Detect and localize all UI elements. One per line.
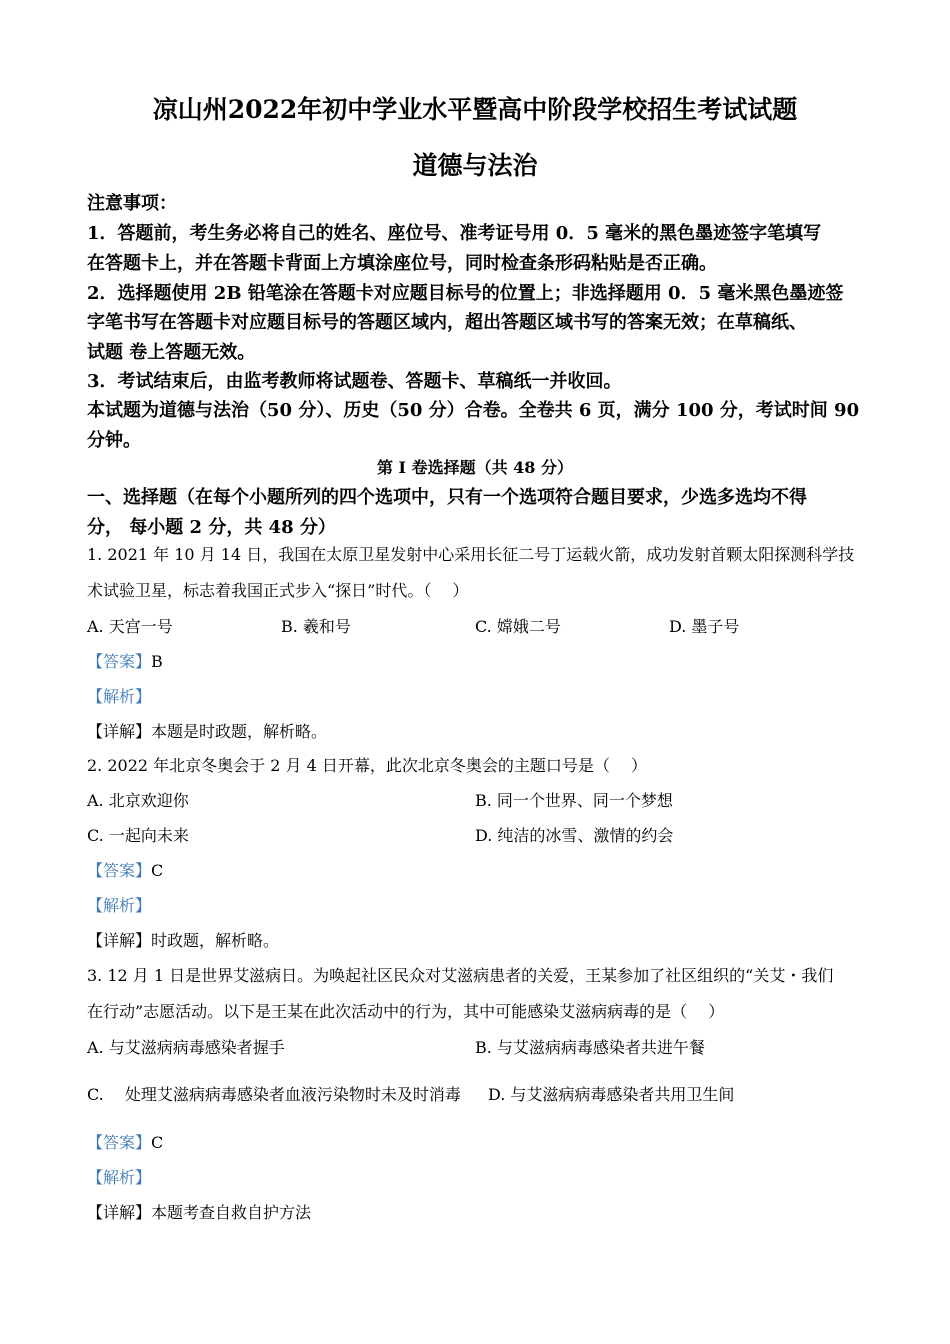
answer-value: C	[151, 1133, 164, 1152]
answer-tag: 【答案】	[87, 861, 152, 880]
option-a: A. 北京欢迎你	[87, 791, 189, 810]
analysis-tag: 【解析】	[87, 687, 152, 706]
detail-tag: 【详解】	[87, 722, 152, 741]
answer-line	[87, 649, 163, 672]
option-c: C. 处理艾滋病病毒感染者血液污染物时未及时消毒	[87, 1085, 461, 1104]
notice-line: 2．选择题使用 2B 铅笔涂在答题卡对应题目标号的位置上；非选择题用 0．5 毫米黑色墨迹签	[87, 283, 844, 304]
notice-line: 分钟。	[87, 430, 141, 451]
option-a: A. 天宫一号	[87, 617, 173, 636]
exam-title: 凉山州2022年初中学业水平暨高中阶段学校招生考试试题	[152, 95, 798, 124]
option-c: C. 嫦娥二号	[475, 617, 561, 636]
part-title: 一、选择题（在每个小题所列的四个选项中，只有一个选项符合题目要求，少选多选均不得	[87, 487, 807, 508]
answer-tag: 【答案】	[87, 652, 152, 671]
answer-tag: 【答案】	[87, 1133, 152, 1152]
question-stem: 在行动”志愿活动。以下是王某在此次活动中的行为，其中可能感染艾滋病病毒的是（ ）	[87, 1002, 725, 1021]
detail-tag: 【详解】	[87, 1203, 152, 1222]
option-b: B. 与艾滋病病毒感染者共进午餐	[475, 1038, 705, 1057]
option-b: B. 羲和号	[281, 617, 351, 636]
detail-line	[87, 1200, 311, 1223]
option-c: C. 一起向未来	[87, 826, 189, 845]
answer-value: B	[151, 652, 163, 671]
subject-title: 道德与法治	[412, 151, 538, 180]
detail-text: 本题考查自救自护方法	[151, 1203, 312, 1222]
notice-line: 字笔书写在答题卡对应题目标号的答题区域内，超出答题区域书写的答案无效；在草稿纸、	[87, 312, 807, 333]
option-b: B. 同一个世界、同一个梦想	[475, 791, 673, 810]
analysis-tag: 【解析】	[87, 896, 152, 915]
answer-line	[87, 858, 163, 881]
question-stem: 2. 2022 年北京冬奥会于 2 月 4 日开幕，此次北京冬奥会的主题口号是（ ）	[87, 756, 647, 775]
detail-line	[87, 928, 279, 951]
option-a: A. 与艾滋病病毒感染者握手	[87, 1038, 285, 1057]
option-d: D. 纯洁的冰雪、激情的约会	[475, 826, 674, 845]
notice-line: 本试题为道德与法治（50 分）、历史（50 分）合卷。全卷共 6 页，满分 100 分，考试时间 90	[87, 400, 860, 421]
section-title: 第 I 卷选择题（共 48 分）	[376, 458, 574, 477]
notice-line: 3．考试结束后，由监考教师将试题卷、答题卡、草稿纸一并收回。	[87, 371, 622, 392]
answer-value: C	[151, 861, 164, 880]
detail-line	[87, 719, 327, 742]
analysis-tag: 【解析】	[87, 1168, 152, 1187]
question-stem: 3. 12 月 1 日是世界艾滋病日。为唤起社区民众对艾滋病患者的关爱，王某参加了社区组织的“关艾・我们	[87, 966, 834, 985]
notice-heading: 注意事项：	[87, 193, 177, 214]
detail-text: 本题是时政题，解析略。	[151, 722, 328, 741]
part-title: 分， 每小题 2 分，共 48 分）	[87, 517, 336, 538]
question-stem: 术试验卫星，标志着我国正式步入“探日”时代。（ ）	[87, 581, 469, 600]
detail-tag: 【详解】	[87, 931, 152, 950]
question-stem: 1. 2021 年 10 月 14 日，我国在太原卫星发射中心采用长征二号丁运载火箭，成功发射首颗太阳探测科学技	[87, 545, 855, 564]
detail-text: 时政题，解析略。	[151, 931, 280, 950]
option-d: D. 与艾滋病病毒感染者共用卫生间	[488, 1085, 735, 1104]
option-d: D. 墨子号	[669, 617, 740, 636]
answer-line	[87, 1130, 163, 1153]
notice-line: 在答题卡上，并在答题卡背面上方填涂座位号，同时检查条形码粘贴是否正确。	[87, 253, 717, 274]
notice-line: 1．答题前，考生务必将自己的姓名、座位号、准考证号用 0．5 毫米的黑色墨迹签字笔填写	[87, 223, 822, 244]
notice-line: 试题 卷上答题无效。	[87, 342, 256, 363]
